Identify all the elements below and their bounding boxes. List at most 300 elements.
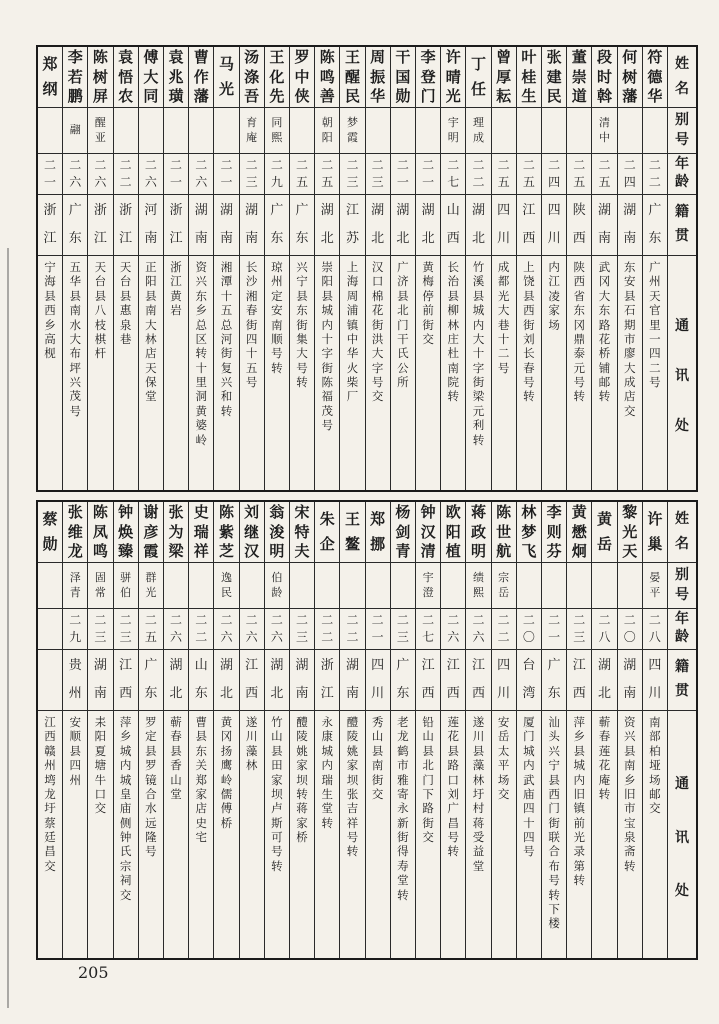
registry-table-top xyxy=(36,45,698,492)
person-address-cell: 汕 头 兴 宁 县 西 门 街 联 合 布 号 转 下 楼 xyxy=(542,710,566,958)
person-age-cell: 二 〇 xyxy=(618,608,642,649)
header-label-native: 籍 贯 xyxy=(668,649,696,710)
person-native-cell: 湖 南 xyxy=(214,194,238,255)
header-label-age: 年 龄 xyxy=(668,608,696,649)
person-entry xyxy=(365,502,390,958)
person-native-cell: 湖 南 xyxy=(618,194,642,255)
header-label-address: 通 讯 处 xyxy=(668,255,696,490)
person-age-cell: 二 一 xyxy=(366,608,390,649)
person-address-cell: 广 济 县 北 门 干 氏 公 所 xyxy=(391,255,415,490)
person-alias-cell xyxy=(391,107,415,153)
person-address-cell: 资 兴 东 乡 总 区 转 十 里 洞 黄 婆 岭 xyxy=(189,255,213,490)
person-name-cell: 朱 企 xyxy=(319,509,335,554)
person-entry xyxy=(87,47,112,490)
person-age-cell xyxy=(38,608,62,649)
person-alias-cell xyxy=(340,562,364,608)
person-entry xyxy=(339,47,364,490)
person-age-cell: 二 二 xyxy=(315,608,339,649)
person-alias-cell xyxy=(366,107,390,153)
person-age-cell: 二 六 xyxy=(189,153,213,194)
person-alias-cell: 宇 明 xyxy=(441,107,465,153)
person-entry xyxy=(339,502,364,958)
person-native-cell: 四 川 xyxy=(492,649,516,710)
person-age-cell: 二 七 xyxy=(416,608,440,649)
header-label-alias: 别 号 xyxy=(668,562,696,608)
person-address-cell: 崇 阳 县 城 内 十 字 街 陈 福 茂 号 xyxy=(315,255,339,490)
person-alias-cell: 宗 岳 xyxy=(492,562,516,608)
person-native-cell: 湖 北 xyxy=(416,194,440,255)
person-address-cell: 上 海 周 浦 镇 中 华 火 柴 厂 xyxy=(340,255,364,490)
person-name-cell: 谢 彦 霞 xyxy=(143,503,159,560)
person-address-cell: 遂 川 藻 林 xyxy=(240,710,264,958)
person-age-cell: 二 一 xyxy=(164,153,188,194)
person-entry xyxy=(541,502,566,958)
person-native-cell: 湖 北 xyxy=(366,194,390,255)
person-name-cell: 叶 桂 生 xyxy=(521,48,537,105)
person-name-cell: 陈 鸣 善 xyxy=(319,48,335,105)
person-age-cell: 二 三 xyxy=(290,608,314,649)
person-entry xyxy=(491,502,516,958)
person-address-cell: 内 江 凌 家 场 xyxy=(542,255,566,490)
person-address-cell: 长 治 县 柳 林 庄 杜 南 院 转 xyxy=(441,255,465,490)
person-name-cell: 干 国 勋 xyxy=(395,48,411,105)
person-name-cell: 钟 汉 清 xyxy=(420,503,436,560)
person-name-cell: 欧 阳 植 xyxy=(445,503,461,560)
person-native-cell: 广 东 xyxy=(139,649,163,710)
person-entry xyxy=(289,502,314,958)
person-entry xyxy=(516,502,541,958)
person-entry xyxy=(617,502,642,958)
person-name-cell: 曾 厚 耘 xyxy=(496,48,512,105)
person-address-cell: 竹 溪 县 城 内 大 十 字 街 梁 元 利 转 xyxy=(466,255,490,490)
person-native-cell: 湖 南 xyxy=(618,649,642,710)
header-label-name: 姓 名 xyxy=(675,510,689,552)
person-address-cell: 浙 江 黄 岩 xyxy=(164,255,188,490)
person-native-cell: 陕 西 xyxy=(567,194,591,255)
person-entry xyxy=(188,502,213,958)
person-native-cell: 江 西 xyxy=(517,194,541,255)
person-native-cell: 湖 北 xyxy=(466,194,490,255)
person-native-cell: 四 川 xyxy=(366,649,390,710)
person-native-cell: 湖 南 xyxy=(240,194,264,255)
person-native-cell: 湖 北 xyxy=(592,649,616,710)
person-alias-cell xyxy=(567,562,591,608)
person-native-cell: 湖 南 xyxy=(592,194,616,255)
person-address-cell: 兴 宁 县 东 街 集 大 号 转 xyxy=(290,255,314,490)
person-name-cell: 陈 紫 芝 xyxy=(218,503,234,560)
person-native-cell: 湖 南 xyxy=(88,649,112,710)
person-address-cell: 厦 门 城 内 武 庙 四 十 四 号 xyxy=(517,710,541,958)
person-age-cell: 二 四 xyxy=(618,153,642,194)
person-address-cell: 五 华 县 南 水 大 布 坪 兴 茂 号 xyxy=(63,255,87,490)
person-age-cell: 二 一 xyxy=(391,153,415,194)
person-alias-cell: 泽 青 xyxy=(63,562,87,608)
person-name-cell: 马 光 xyxy=(218,54,234,99)
person-address-cell: 天 台 县 惠 泉 巷 xyxy=(114,255,138,490)
person-name-cell: 丁 任 xyxy=(470,54,486,99)
person-name-cell: 郑 挪 xyxy=(370,509,386,554)
person-alias-cell: 绩 熙 xyxy=(466,562,490,608)
person-alias-cell: 梦 霞 xyxy=(340,107,364,153)
person-name-cell: 汤 涤 吾 xyxy=(244,48,260,105)
person-alias-cell: 宇 澄 xyxy=(416,562,440,608)
person-age-cell: 二 五 xyxy=(290,153,314,194)
person-alias-cell: 朝 阳 xyxy=(315,107,339,153)
person-name-cell: 郑 纲 xyxy=(42,54,58,99)
person-address-cell: 宁 海 县 西 乡 高 枧 xyxy=(38,255,62,490)
person-name-cell: 蔡 勋 xyxy=(42,509,58,554)
person-address-cell: 竹 山 县 田 家 坝 卢 斯 可 号 转 xyxy=(265,710,289,958)
person-alias-cell xyxy=(240,562,264,608)
person-entry xyxy=(314,502,339,958)
person-alias-cell xyxy=(290,562,314,608)
person-native-cell: 浙 江 xyxy=(315,649,339,710)
person-address-cell: 萍 乡 县 城 内 旧 镇 前 光 录 第 转 xyxy=(567,710,591,958)
person-alias-cell xyxy=(592,562,616,608)
person-native-cell: 湖 北 xyxy=(265,649,289,710)
person-name-cell: 李 登 门 xyxy=(420,48,436,105)
person-native-cell: 贵 州 xyxy=(63,649,87,710)
person-address-cell: 安 顺 县 四 州 xyxy=(63,710,87,958)
person-alias-cell xyxy=(542,107,566,153)
person-address-cell: 长 沙 湘 春 街 四 十 五 号 xyxy=(240,255,264,490)
person-age-cell: 二 六 xyxy=(139,153,163,194)
person-entry xyxy=(642,47,667,490)
person-name-cell: 王 鳌 xyxy=(344,509,360,554)
person-native-cell: 山 东 xyxy=(189,649,213,710)
person-native-cell: 江 苏 xyxy=(340,194,364,255)
person-age-cell: 二 三 xyxy=(567,608,591,649)
person-alias-cell: 翮 xyxy=(63,107,87,153)
person-address-cell: 资 兴 县 南 乡 旧 市 宝 泉 斋 转 xyxy=(618,710,642,958)
person-entry xyxy=(38,47,62,490)
person-age-cell: 二 六 xyxy=(63,153,87,194)
person-native-cell: 江 西 xyxy=(466,649,490,710)
person-alias-cell: 同 熙 xyxy=(265,107,289,153)
person-alias-cell xyxy=(618,107,642,153)
person-native-cell: 四 川 xyxy=(542,194,566,255)
person-entry xyxy=(87,502,112,958)
person-address-cell: 安 岳 太 平 场 交 xyxy=(492,710,516,958)
person-address-cell: 东 安 县 石 期 市 廖 大 成 店 交 xyxy=(618,255,642,490)
person-entry xyxy=(163,502,188,958)
person-age-cell: 二 三 xyxy=(366,153,390,194)
person-alias-cell xyxy=(416,107,440,153)
person-alias-cell xyxy=(517,562,541,608)
person-alias-cell: 清 中 xyxy=(592,107,616,153)
person-age-cell: 二 五 xyxy=(139,608,163,649)
person-address-cell: 陕 西 省 东 冈 鼎 泰 元 号 转 xyxy=(567,255,591,490)
person-name-cell: 杨 剑 青 xyxy=(395,503,411,560)
person-alias-cell xyxy=(315,562,339,608)
person-name-cell: 钟 焕 臻 xyxy=(118,503,134,560)
person-entry xyxy=(138,47,163,490)
person-age-cell: 二 一 xyxy=(416,153,440,194)
person-age-cell: 二 二 xyxy=(643,153,667,194)
person-address-cell: 南 部 柏 垭 场 邮 交 xyxy=(643,710,667,958)
person-name-cell: 袁 兆 璜 xyxy=(168,48,184,105)
person-entry xyxy=(138,502,163,958)
person-address-cell: 曹 县 东 关 郑 家 店 史 宅 xyxy=(189,710,213,958)
person-entry xyxy=(642,502,667,958)
person-entry xyxy=(314,47,339,490)
person-alias-cell xyxy=(391,562,415,608)
person-entry xyxy=(62,502,87,958)
person-name-cell: 董 崇 道 xyxy=(571,48,587,105)
person-native-cell: 浙 江 xyxy=(164,194,188,255)
person-address-cell: 黄 梅 停 前 街 交 xyxy=(416,255,440,490)
person-entry xyxy=(415,47,440,490)
person-age-cell: 二 一 xyxy=(214,153,238,194)
person-native-cell: 湖 北 xyxy=(214,649,238,710)
person-address-cell: 湘 潭 十 五 总 河 街 复 兴 和 转 xyxy=(214,255,238,490)
person-entry xyxy=(617,47,642,490)
person-entry xyxy=(465,502,490,958)
person-address-cell: 黄 冈 扬 鹰 岭 儒 傅 桥 xyxy=(214,710,238,958)
person-entry xyxy=(541,47,566,490)
person-alias-cell xyxy=(189,562,213,608)
person-native-cell: 湖 北 xyxy=(391,194,415,255)
header-column xyxy=(667,502,696,958)
person-name-cell: 陈 凤 鸣 xyxy=(92,503,108,560)
person-age-cell: 二 六 xyxy=(265,608,289,649)
person-age-cell: 二 二 xyxy=(114,153,138,194)
person-native-cell: 江 西 xyxy=(416,649,440,710)
person-age-cell: 二 五 xyxy=(315,153,339,194)
person-name-cell: 张 建 民 xyxy=(546,48,562,105)
person-name-cell: 蒋 政 明 xyxy=(470,503,486,560)
person-age-cell: 二 六 xyxy=(240,608,264,649)
person-entry xyxy=(365,47,390,490)
person-age-cell: 二 三 xyxy=(391,608,415,649)
header-label-age: 年 龄 xyxy=(668,153,696,194)
person-age-cell: 二 一 xyxy=(38,153,62,194)
person-entry xyxy=(38,502,62,958)
person-alias-cell: 理 成 xyxy=(466,107,490,153)
person-native-cell: 湖 南 xyxy=(340,649,364,710)
person-alias-cell xyxy=(290,107,314,153)
person-alias-cell xyxy=(139,107,163,153)
person-age-cell: 二 八 xyxy=(592,608,616,649)
person-address-cell: 永 康 城 内 瑞 生 堂 转 xyxy=(315,710,339,958)
person-entry xyxy=(465,47,490,490)
person-age-cell: 二 九 xyxy=(265,153,289,194)
person-native-cell: 四 川 xyxy=(492,194,516,255)
person-entry xyxy=(415,502,440,958)
person-native-cell: 四 川 xyxy=(643,649,667,710)
person-entry xyxy=(113,502,138,958)
person-name-cell: 宋 特 夫 xyxy=(294,503,310,560)
header-label-name: 姓 名 xyxy=(675,55,689,97)
person-address-cell: 上 饶 县 西 街 刘 长 春 号 转 xyxy=(517,255,541,490)
person-address-cell: 罗 定 县 罗 镜 合 水 远 隆 号 xyxy=(139,710,163,958)
person-age-cell: 二 五 xyxy=(492,153,516,194)
person-alias-cell xyxy=(189,107,213,153)
person-native-cell: 湖 南 xyxy=(290,649,314,710)
person-alias-cell: 骈 伯 xyxy=(114,562,138,608)
person-native-cell: 山 西 xyxy=(441,194,465,255)
person-entry xyxy=(591,47,616,490)
person-age-cell: 二 六 xyxy=(88,153,112,194)
person-entry xyxy=(264,47,289,490)
scan-edge-artifact xyxy=(7,248,9,1008)
person-age-cell: 二 五 xyxy=(567,153,591,194)
person-entry xyxy=(591,502,616,958)
person-name-cell: 周 振 华 xyxy=(370,48,386,105)
person-name-cell: 刘 继 汉 xyxy=(244,503,260,560)
person-name-cell: 袁 悟 农 xyxy=(118,48,134,105)
person-age-cell: 二 四 xyxy=(542,153,566,194)
person-name-cell: 符 德 华 xyxy=(647,48,663,105)
person-address-cell: 老 龙 鹤 市 雅 寄 永 新 街 得 寿 堂 转 xyxy=(391,710,415,958)
person-alias-cell xyxy=(114,107,138,153)
person-entry xyxy=(566,47,591,490)
person-age-cell: 二 二 xyxy=(189,608,213,649)
person-entry xyxy=(213,47,238,490)
person-address-cell: 正 阳 县 南 大 林 店 天 保 堂 xyxy=(139,255,163,490)
header-label-native: 籍 贯 xyxy=(668,194,696,255)
person-alias-cell: 育 庵 xyxy=(240,107,264,153)
person-age-cell: 二 三 xyxy=(240,153,264,194)
registry-table-bottom xyxy=(36,500,698,960)
header-column xyxy=(667,47,696,490)
person-alias-cell: 伯 龄 xyxy=(265,562,289,608)
person-alias-cell xyxy=(567,107,591,153)
person-name-cell: 黄 懋 炯 xyxy=(571,503,587,560)
person-native-cell: 湖 南 xyxy=(189,194,213,255)
person-native-cell: 广 东 xyxy=(265,194,289,255)
person-name-cell: 翁 浚 明 xyxy=(269,503,285,560)
header-label-address: 通 讯 处 xyxy=(668,710,696,958)
person-alias-cell xyxy=(441,562,465,608)
person-name-cell: 李 若 鹏 xyxy=(67,48,83,105)
person-age-cell: 二 六 xyxy=(164,608,188,649)
person-address-cell: 武 冈 大 东 路 花 桥 铺 邮 转 xyxy=(592,255,616,490)
person-age-cell: 二 二 xyxy=(340,608,364,649)
person-entry xyxy=(491,47,516,490)
person-name-cell: 李 则 芬 xyxy=(546,503,562,560)
person-entry xyxy=(239,502,264,958)
person-native-cell: 河 南 xyxy=(139,194,163,255)
person-address-cell: 成 都 光 大 巷 十 二 号 xyxy=(492,255,516,490)
person-native-cell: 台 湾 xyxy=(517,649,541,710)
person-name-cell: 黄 岳 xyxy=(596,509,612,554)
person-age-cell: 二 三 xyxy=(340,153,364,194)
person-entry xyxy=(239,47,264,490)
person-entry xyxy=(62,47,87,490)
person-age-cell: 二 六 xyxy=(214,608,238,649)
person-age-cell: 二 五 xyxy=(592,153,616,194)
person-entry xyxy=(440,47,465,490)
person-entry xyxy=(289,47,314,490)
person-native-cell: 湖 北 xyxy=(315,194,339,255)
person-name-cell: 罗 中 侠 xyxy=(294,48,310,105)
person-address-cell: 天 台 县 八 枝 棋 杆 xyxy=(88,255,112,490)
person-native-cell: 广 东 xyxy=(391,649,415,710)
person-alias-cell xyxy=(492,107,516,153)
person-native-cell: 江 西 xyxy=(567,649,591,710)
person-name-cell: 傅 大 同 xyxy=(143,48,159,105)
person-address-cell: 耒 阳 夏 塘 牛 口 交 xyxy=(88,710,112,958)
person-age-cell: 二 六 xyxy=(466,608,490,649)
person-name-cell: 张 为 梁 xyxy=(168,503,184,560)
person-entry xyxy=(163,47,188,490)
person-alias-cell xyxy=(618,562,642,608)
person-age-cell: 二 三 xyxy=(114,608,138,649)
person-alias-cell: 群 光 xyxy=(139,562,163,608)
person-age-cell: 二 六 xyxy=(441,608,465,649)
person-alias-cell: 逸 民 xyxy=(214,562,238,608)
person-address-cell: 江 西 赣 州 塆 龙 圩 蔡 廷 昌 交 xyxy=(38,710,62,958)
person-age-cell: 二 二 xyxy=(492,608,516,649)
person-native-cell: 江 西 xyxy=(441,649,465,710)
person-address-cell: 萍 乡 城 内 城 皇 庙 侧 钟 氏 宗 祠 交 xyxy=(114,710,138,958)
person-native-cell: 广 东 xyxy=(290,194,314,255)
person-native-cell: 广 东 xyxy=(63,194,87,255)
person-address-cell: 铅 山 县 北 门 下 路 街 交 xyxy=(416,710,440,958)
person-alias-cell xyxy=(542,562,566,608)
person-entry xyxy=(390,502,415,958)
header-label-alias: 别 号 xyxy=(668,107,696,153)
page-number: 205 xyxy=(78,963,109,982)
person-native-cell: 江 西 xyxy=(114,649,138,710)
person-address-cell: 琼 州 定 安 南 顺 号 转 xyxy=(265,255,289,490)
person-age-cell: 二 七 xyxy=(441,153,465,194)
person-address-cell: 莲 花 县 路 口 刘 广 昌 号 转 xyxy=(441,710,465,958)
person-age-cell: 二 〇 xyxy=(517,608,541,649)
person-native-cell xyxy=(38,649,62,710)
person-entry xyxy=(188,47,213,490)
person-entry xyxy=(516,47,541,490)
person-alias-cell xyxy=(214,107,238,153)
person-name-cell: 陈 世 航 xyxy=(496,503,512,560)
person-entry xyxy=(113,47,138,490)
person-name-cell: 黎 光 天 xyxy=(622,503,638,560)
person-address-cell: 蕲 春 莲 花 庵 转 xyxy=(592,710,616,958)
person-name-cell: 陈 树 屏 xyxy=(92,48,108,105)
person-name-cell: 张 维 龙 xyxy=(67,503,83,560)
person-alias-cell xyxy=(643,107,667,153)
person-name-cell: 王 醒 民 xyxy=(344,48,360,105)
person-name-cell: 王 化 先 xyxy=(269,48,285,105)
person-alias-cell: 固 常 xyxy=(88,562,112,608)
person-name-cell: 许 晴 光 xyxy=(445,48,461,105)
person-age-cell: 二 九 xyxy=(63,608,87,649)
person-native-cell: 广 东 xyxy=(542,649,566,710)
person-age-cell: 二 三 xyxy=(88,608,112,649)
person-address-cell: 秀 山 县 南 街 交 xyxy=(366,710,390,958)
person-address-cell: 遂 川 县 藻 林 圩 村 蒋 受 益 堂 xyxy=(466,710,490,958)
person-native-cell: 广 东 xyxy=(643,194,667,255)
person-alias-cell xyxy=(164,107,188,153)
person-address-cell: 广 州 天 官 里 一 四 二 号 xyxy=(643,255,667,490)
person-entry xyxy=(390,47,415,490)
person-address-cell: 蕲 春 县 香 山 堂 xyxy=(164,710,188,958)
person-alias-cell: 晏 平 xyxy=(643,562,667,608)
person-native-cell: 浙 江 xyxy=(38,194,62,255)
person-alias-cell: 醒 亚 xyxy=(88,107,112,153)
person-native-cell: 浙 江 xyxy=(88,194,112,255)
person-alias-cell xyxy=(517,107,541,153)
person-name-cell: 何 树 藩 xyxy=(622,48,638,105)
person-age-cell: 二 一 xyxy=(542,608,566,649)
person-name-cell: 许 巢 xyxy=(647,509,663,554)
person-name-cell: 林 梦 飞 xyxy=(521,503,537,560)
person-alias-cell xyxy=(38,107,62,153)
person-address-cell: 醴 陵 姚 家 坝 张 吉 祥 号 转 xyxy=(340,710,364,958)
person-name-cell: 段 时 斡 xyxy=(596,48,612,105)
person-address-cell: 醴 陵 姚 家 坝 转 蒋 家 桥 xyxy=(290,710,314,958)
